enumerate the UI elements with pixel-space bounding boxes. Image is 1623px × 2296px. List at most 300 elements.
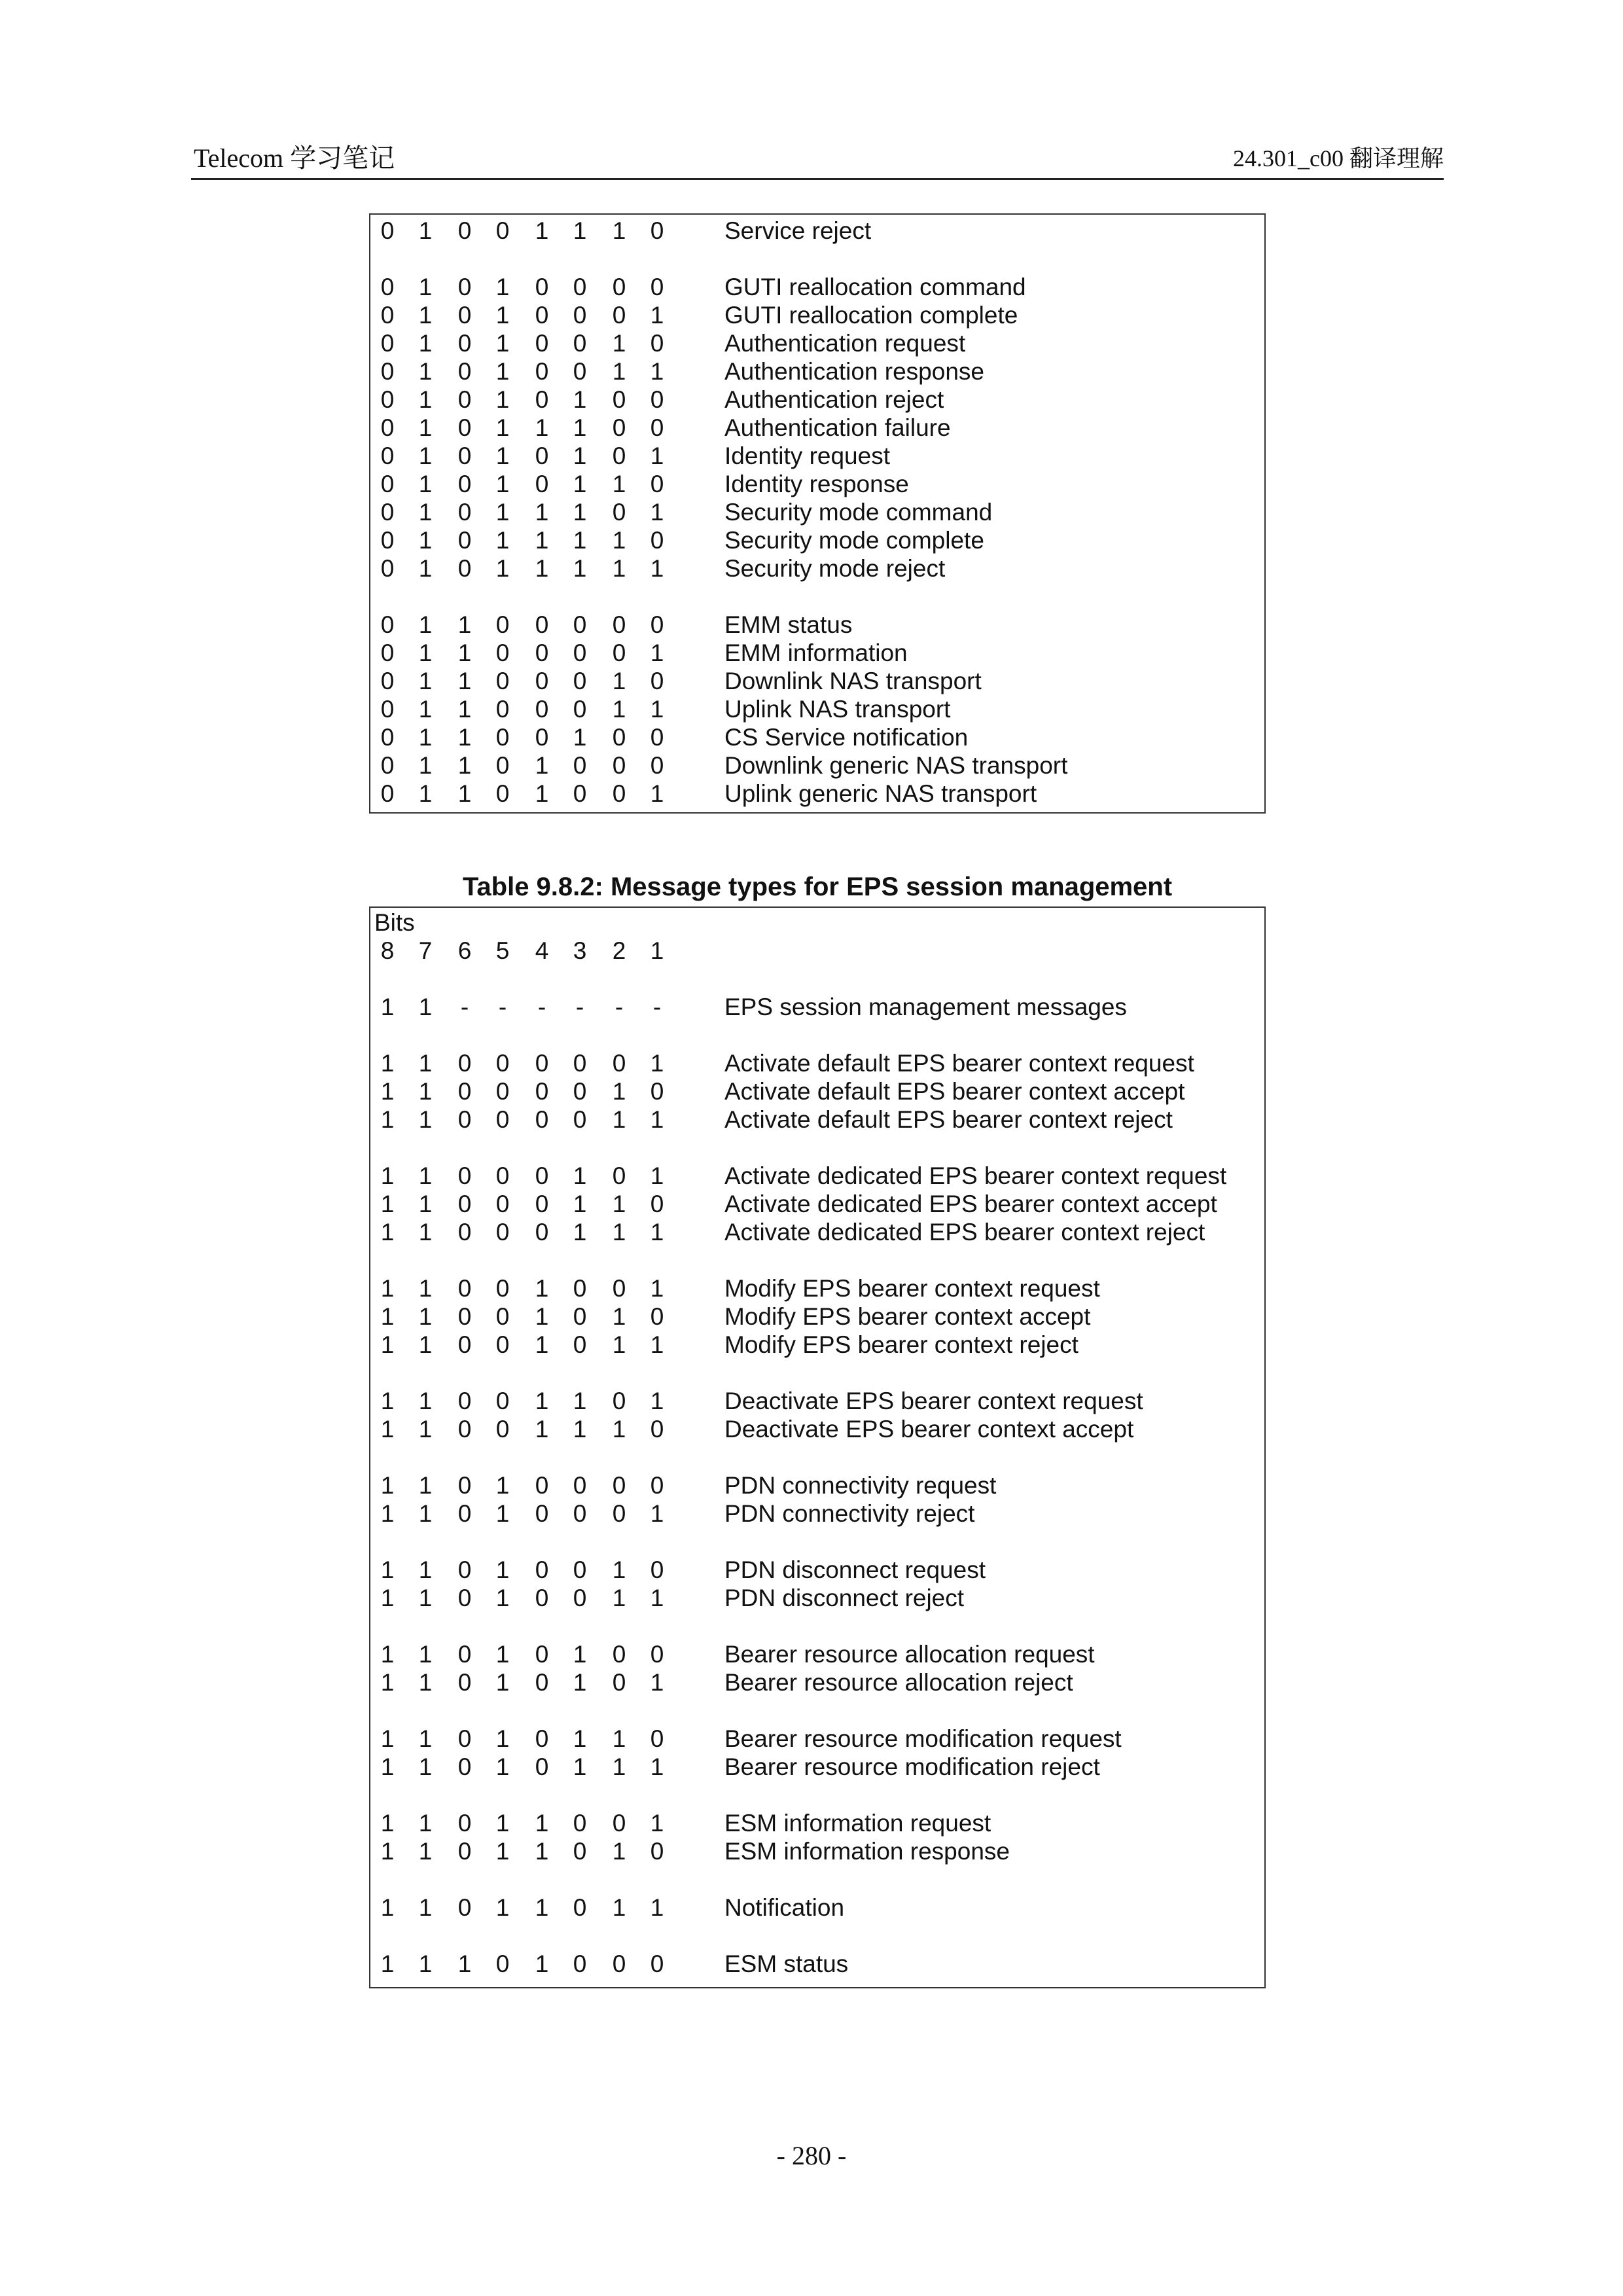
bit-value: 1 — [573, 1416, 587, 1443]
bit-value: 0 — [535, 1669, 549, 1696]
bit-value: 1 — [380, 1556, 395, 1583]
bit-value: 0 — [573, 668, 587, 694]
bit-value: 0 — [535, 1472, 549, 1499]
bit-value: 1 — [418, 1275, 433, 1302]
message-type-name: Deactivate EPS bearer context request — [724, 1388, 1143, 1414]
bit-value: 1 — [612, 471, 626, 497]
bit-value: 1 — [418, 668, 433, 694]
bit-number: 2 — [612, 937, 626, 964]
bit-value: 0 — [495, 1050, 510, 1077]
bit-value: 1 — [380, 1303, 395, 1330]
message-type-name: Activate dedicated EPS bearer context reject — [724, 1219, 1205, 1246]
bit-value: 0 — [380, 471, 395, 497]
bit-value: 1 — [495, 1641, 510, 1668]
bit-value: 0 — [612, 302, 626, 329]
bit-value: 0 — [495, 780, 510, 807]
message-type-name: Modify EPS bearer context reject — [724, 1331, 1079, 1358]
bit-value: 0 — [380, 527, 395, 554]
message-type-name: Authentication failure — [724, 414, 951, 441]
bit-value: 1 — [650, 1585, 664, 1611]
bit-value: 1 — [495, 302, 510, 329]
bit-value: 1 — [418, 302, 433, 329]
bit-value: 1 — [495, 499, 510, 526]
bit-value: 0 — [535, 1500, 549, 1527]
bit-value: 0 — [495, 217, 510, 244]
bit-value: 0 — [535, 639, 549, 666]
message-type-name: Deactivate EPS bearer context accept — [724, 1416, 1134, 1443]
bit-value: 1 — [612, 1585, 626, 1611]
bit-value: 0 — [495, 1275, 510, 1302]
bit-value: 0 — [535, 1106, 549, 1133]
bit-value: 1 — [380, 1106, 395, 1133]
bit-value: 0 — [457, 1219, 472, 1246]
bit-value: 1 — [573, 442, 587, 469]
bit-value: 1 — [418, 1894, 433, 1921]
bit-value: 1 — [650, 1894, 664, 1921]
bit-value: 0 — [650, 1303, 664, 1330]
bit-value: 0 — [573, 1810, 587, 1837]
bit-value: 1 — [380, 1500, 395, 1527]
bit-value: 0 — [573, 302, 587, 329]
message-type-name: Downlink NAS transport — [724, 668, 982, 694]
bit-number: 1 — [650, 937, 664, 964]
bit-value: 1 — [612, 696, 626, 723]
bit-value: 0 — [457, 1331, 472, 1358]
bit-value: 0 — [535, 1078, 549, 1105]
bit-value: 1 — [535, 1838, 549, 1865]
message-type-name: Identity request — [724, 442, 890, 469]
bit-value: 1 — [418, 1388, 433, 1414]
bit-value: 1 — [380, 994, 395, 1020]
bit-value: 0 — [535, 1641, 549, 1668]
bit-value: 1 — [418, 1303, 433, 1330]
bit-value: 0 — [650, 1191, 664, 1217]
message-type-name: Authentication response — [724, 358, 984, 385]
bit-value: 0 — [457, 442, 472, 469]
bit-value: 1 — [380, 1050, 395, 1077]
bit-value: 0 — [495, 1219, 510, 1246]
message-type-name: Downlink generic NAS transport — [724, 752, 1068, 779]
bit-value: 0 — [650, 1725, 664, 1752]
bit-value: 0 — [380, 302, 395, 329]
header-divider — [191, 178, 1444, 180]
bit-value: 1 — [418, 994, 433, 1020]
bit-value: 0 — [535, 274, 549, 300]
bit-value: 0 — [612, 1500, 626, 1527]
bit-value: 1 — [495, 1556, 510, 1583]
bit-value: 1 — [380, 1078, 395, 1105]
bit-value: 1 — [495, 358, 510, 385]
bit-value: 1 — [612, 527, 626, 554]
bit-value: 0 — [495, 1331, 510, 1358]
bit-value: 0 — [457, 1106, 472, 1133]
bit-value: 0 — [457, 1162, 472, 1189]
message-type-name: Uplink NAS transport — [724, 696, 951, 723]
message-type-name: PDN disconnect request — [724, 1556, 986, 1583]
bit-value: 1 — [535, 499, 549, 526]
bit-value: 0 — [457, 1641, 472, 1668]
bit-value: 1 — [495, 330, 510, 357]
bit-value: 1 — [418, 1838, 433, 1865]
bit-value: 1 — [418, 442, 433, 469]
bit-value: 0 — [535, 1219, 549, 1246]
bit-value: 0 — [573, 1838, 587, 1865]
bit-value: 1 — [457, 611, 472, 638]
bit-value: 1 — [418, 1585, 433, 1611]
bit-value: 0 — [380, 611, 395, 638]
bit-value: 0 — [535, 442, 549, 469]
bit-value: 0 — [650, 330, 664, 357]
bit-value: 0 — [612, 386, 626, 413]
bit-value: 0 — [573, 780, 587, 807]
bit-value: 1 — [418, 1331, 433, 1358]
bit-value: 1 — [418, 724, 433, 751]
page-number: - 280 - — [776, 2141, 847, 2170]
bit-value: 1 — [573, 1753, 587, 1780]
bit-value: 0 — [573, 1331, 587, 1358]
bit-value: 1 — [418, 414, 433, 441]
bit-value: 0 — [495, 1191, 510, 1217]
bit-value: 0 — [495, 1106, 510, 1133]
bit-value: 1 — [418, 1191, 433, 1217]
bit-value: 0 — [535, 1725, 549, 1752]
bit-value: 0 — [650, 1472, 664, 1499]
bit-value: 1 — [495, 386, 510, 413]
bit-value: 0 — [612, 1950, 626, 1977]
bit-value: 1 — [418, 1753, 433, 1780]
bit-value: 1 — [650, 1219, 664, 1246]
bit-value: 0 — [457, 1810, 472, 1837]
bit-value: 1 — [612, 217, 626, 244]
bit-value: 0 — [573, 330, 587, 357]
bit-value: 1 — [612, 1556, 626, 1583]
bit-value: 0 — [457, 1838, 472, 1865]
bit-value: 0 — [457, 274, 472, 300]
bit-value: - — [615, 994, 624, 1020]
bit-value: 0 — [612, 1275, 626, 1302]
message-type-name: Security mode command — [724, 499, 993, 526]
bit-value: 1 — [380, 1162, 395, 1189]
header-right-title: 24.301_c00 翻译理解 — [1233, 145, 1444, 171]
message-type-name: Activate default EPS bearer context request — [724, 1050, 1194, 1077]
message-type-name: EMM information — [724, 639, 908, 666]
bit-value: 0 — [495, 611, 510, 638]
bit-value: 1 — [650, 1388, 664, 1414]
esm-message-types-table — [369, 906, 1266, 1988]
bit-value: 0 — [457, 1556, 472, 1583]
bit-value: 0 — [612, 752, 626, 779]
bit-value: 1 — [573, 1669, 587, 1696]
header-left-title: Telecom 学习笔记 — [194, 143, 395, 173]
bit-value: 1 — [495, 555, 510, 582]
bit-value: 1 — [418, 274, 433, 300]
bit-value: 0 — [457, 1725, 472, 1752]
bit-value: 0 — [535, 696, 549, 723]
bit-value: 1 — [650, 1753, 664, 1780]
bit-value: 1 — [612, 1191, 626, 1217]
bit-value: 1 — [650, 555, 664, 582]
bit-value: 1 — [535, 1894, 549, 1921]
table-caption: Table 9.8.2: Message types for EPS session management — [462, 872, 1173, 901]
message-type-name: Notification — [724, 1894, 845, 1921]
bit-value: 0 — [457, 217, 472, 244]
bit-value: 0 — [650, 1641, 664, 1668]
bit-value: 0 — [457, 414, 472, 441]
bit-value: 1 — [535, 555, 549, 582]
bit-value: 1 — [573, 386, 587, 413]
bit-value: 1 — [573, 555, 587, 582]
bit-value: 1 — [418, 217, 433, 244]
bit-value: 0 — [457, 1275, 472, 1302]
bit-value: 1 — [573, 471, 587, 497]
bit-value: 0 — [573, 1078, 587, 1105]
bit-value: 1 — [418, 1810, 433, 1837]
bit-value: 1 — [495, 1838, 510, 1865]
bit-value: 1 — [418, 1050, 433, 1077]
bit-value: 0 — [380, 274, 395, 300]
bit-value: 1 — [650, 1106, 664, 1133]
bit-value: 1 — [418, 1500, 433, 1527]
bit-value: 1 — [573, 1162, 587, 1189]
bit-value: 1 — [612, 1416, 626, 1443]
bit-value: 1 — [612, 1725, 626, 1752]
bit-value: 0 — [612, 1050, 626, 1077]
bit-value: 0 — [535, 386, 549, 413]
bit-value: 0 — [495, 1162, 510, 1189]
emm-message-types-table-continued — [369, 213, 1266, 814]
bit-value: 1 — [495, 1810, 510, 1837]
bit-value: 0 — [380, 668, 395, 694]
bit-value: 0 — [650, 527, 664, 554]
message-type-name: Activate default EPS bearer context accept — [724, 1078, 1185, 1105]
bit-value: 0 — [457, 1500, 472, 1527]
bit-value: 1 — [495, 527, 510, 554]
bit-value: 0 — [535, 1753, 549, 1780]
bits-label: Bits — [374, 909, 415, 936]
bit-value: - — [652, 994, 662, 1020]
bit-value: 0 — [535, 1556, 549, 1583]
bit-value: 1 — [380, 1275, 395, 1302]
bit-value: 0 — [612, 499, 626, 526]
bit-value: 0 — [457, 1388, 472, 1414]
message-type-name: Modify EPS bearer context accept — [724, 1303, 1091, 1330]
message-type-name: Activate dedicated EPS bearer context request — [724, 1162, 1227, 1189]
bit-value: 1 — [418, 611, 433, 638]
bit-value: 1 — [573, 499, 587, 526]
bit-value: 0 — [380, 386, 395, 413]
message-type-name: Bearer resource modification request — [724, 1725, 1122, 1752]
bit-number: 6 — [457, 937, 472, 964]
bit-value: 0 — [612, 1472, 626, 1499]
bit-value: 1 — [535, 1388, 549, 1414]
bit-value: 1 — [650, 1810, 664, 1837]
bit-value: 1 — [612, 1078, 626, 1105]
bit-value: 1 — [457, 724, 472, 751]
bit-value: 1 — [418, 1416, 433, 1443]
bit-number: 3 — [573, 937, 587, 964]
bit-value: 1 — [650, 1500, 664, 1527]
bit-value: 0 — [495, 724, 510, 751]
bit-value: 0 — [457, 1472, 472, 1499]
bit-value: 1 — [650, 639, 664, 666]
bit-value: 1 — [535, 1303, 549, 1330]
bit-value: 0 — [495, 668, 510, 694]
bit-value: 0 — [573, 752, 587, 779]
message-type-name: Bearer resource allocation reject — [724, 1669, 1073, 1696]
bit-value: 0 — [535, 1162, 549, 1189]
bit-value: 1 — [380, 1585, 395, 1611]
bit-value: 0 — [380, 330, 395, 357]
bit-value: 0 — [457, 1078, 472, 1105]
bit-value: 1 — [535, 1416, 549, 1443]
bit-value: 1 — [495, 1585, 510, 1611]
bit-value: 0 — [495, 1078, 510, 1105]
bit-value: 0 — [612, 414, 626, 441]
bit-value: 0 — [612, 1162, 626, 1189]
bit-value: 1 — [612, 668, 626, 694]
bit-value: 0 — [650, 668, 664, 694]
bit-value: 1 — [418, 1950, 433, 1977]
bit-value: 0 — [535, 1050, 549, 1077]
bit-value: 0 — [612, 724, 626, 751]
bit-value: 1 — [573, 217, 587, 244]
bit-value: 0 — [380, 724, 395, 751]
bit-value: 0 — [495, 1303, 510, 1330]
bit-value: 0 — [650, 217, 664, 244]
bit-value: 0 — [380, 499, 395, 526]
bit-value: 1 — [573, 1725, 587, 1752]
message-type-name: Bearer resource modification reject — [724, 1753, 1100, 1780]
bit-value: 1 — [380, 1753, 395, 1780]
bit-value: 1 — [495, 1725, 510, 1752]
bit-value: 0 — [535, 302, 549, 329]
bit-value: 0 — [457, 527, 472, 554]
bit-value: 0 — [650, 1556, 664, 1583]
bit-value: 0 — [535, 724, 549, 751]
bit-value: 0 — [495, 752, 510, 779]
bit-value: 1 — [573, 1641, 587, 1668]
bit-value: 1 — [535, 752, 549, 779]
bit-value: 0 — [457, 555, 472, 582]
bit-value: 0 — [535, 668, 549, 694]
bit-value: 0 — [612, 1388, 626, 1414]
bit-value: 1 — [535, 1810, 549, 1837]
bit-value: 1 — [612, 1894, 626, 1921]
bit-value: 1 — [650, 1669, 664, 1696]
bit-value: 0 — [535, 330, 549, 357]
bit-value: 0 — [650, 1078, 664, 1105]
bit-value: 0 — [380, 780, 395, 807]
bit-value: 1 — [650, 499, 664, 526]
bit-value: 0 — [535, 1585, 549, 1611]
bit-value: 0 — [650, 414, 664, 441]
bit-value: 1 — [380, 1191, 395, 1217]
message-type-name: Authentication request — [724, 330, 966, 357]
bit-value: - — [575, 994, 584, 1020]
bit-number: 7 — [418, 937, 433, 964]
message-type-name: PDN connectivity reject — [724, 1500, 975, 1527]
bit-value: - — [537, 994, 546, 1020]
bit-value: 1 — [380, 1950, 395, 1977]
bit-value: 0 — [573, 611, 587, 638]
bit-value: 1 — [457, 780, 472, 807]
bit-value: 1 — [612, 1219, 626, 1246]
bit-value: 0 — [573, 1303, 587, 1330]
bit-value: 0 — [535, 471, 549, 497]
bit-value: 1 — [495, 1472, 510, 1499]
bit-value: 1 — [495, 442, 510, 469]
bit-value: 0 — [573, 1106, 587, 1133]
message-type-name: Activate dedicated EPS bearer context accept — [724, 1191, 1217, 1217]
bit-value: 1 — [380, 1810, 395, 1837]
bit-value: 1 — [418, 696, 433, 723]
bit-value: 1 — [418, 555, 433, 582]
bit-value: 0 — [650, 724, 664, 751]
bit-value: 1 — [650, 442, 664, 469]
bit-value: 0 — [457, 1753, 472, 1780]
bit-value: 0 — [573, 1950, 587, 1977]
message-type-name: Security mode reject — [724, 555, 946, 582]
bit-value: 1 — [418, 1669, 433, 1696]
bit-value: 0 — [457, 1050, 472, 1077]
bit-value: 1 — [495, 1753, 510, 1780]
bit-value: 0 — [535, 611, 549, 638]
message-type-name: Identity response — [724, 471, 909, 497]
bit-value: 1 — [418, 1219, 433, 1246]
bit-value: 1 — [535, 1950, 549, 1977]
bit-value: 0 — [457, 1669, 472, 1696]
bit-value: 1 — [650, 1275, 664, 1302]
message-type-name: GUTI reallocation command — [724, 274, 1026, 300]
bit-value: 1 — [612, 1753, 626, 1780]
bit-value: 0 — [495, 1416, 510, 1443]
bit-value: 0 — [573, 358, 587, 385]
bit-value: 1 — [380, 1838, 395, 1865]
bit-value: 1 — [573, 527, 587, 554]
bit-value: 0 — [612, 442, 626, 469]
bit-number: 5 — [495, 937, 510, 964]
bit-value: 0 — [573, 639, 587, 666]
bit-value: 0 — [612, 780, 626, 807]
bit-value: 0 — [612, 1669, 626, 1696]
bit-value: 0 — [380, 414, 395, 441]
bit-value: 1 — [650, 302, 664, 329]
bit-value: 0 — [457, 1303, 472, 1330]
bit-value: 0 — [650, 752, 664, 779]
bit-value: 0 — [650, 1416, 664, 1443]
bit-value: 0 — [495, 1388, 510, 1414]
bit-value: 1 — [495, 471, 510, 497]
bit-value: 0 — [612, 611, 626, 638]
bit-value: 0 — [573, 1275, 587, 1302]
bit-value: 1 — [495, 414, 510, 441]
bit-value: 1 — [535, 527, 549, 554]
bit-value: 0 — [495, 1950, 510, 1977]
bit-value: 0 — [457, 302, 472, 329]
bit-value: 1 — [495, 274, 510, 300]
message-type-name: GUTI reallocation complete — [724, 302, 1018, 329]
bit-value: 0 — [380, 217, 395, 244]
bit-value: - — [498, 994, 507, 1020]
bit-value: 1 — [418, 358, 433, 385]
bit-value: 1 — [573, 724, 587, 751]
bit-value: 1 — [650, 780, 664, 807]
bit-value: 0 — [573, 1500, 587, 1527]
message-type-name: Authentication reject — [724, 386, 944, 413]
message-type-name: Bearer resource allocation request — [724, 1641, 1095, 1668]
bit-value: 1 — [418, 1106, 433, 1133]
bit-value: 1 — [418, 1641, 433, 1668]
